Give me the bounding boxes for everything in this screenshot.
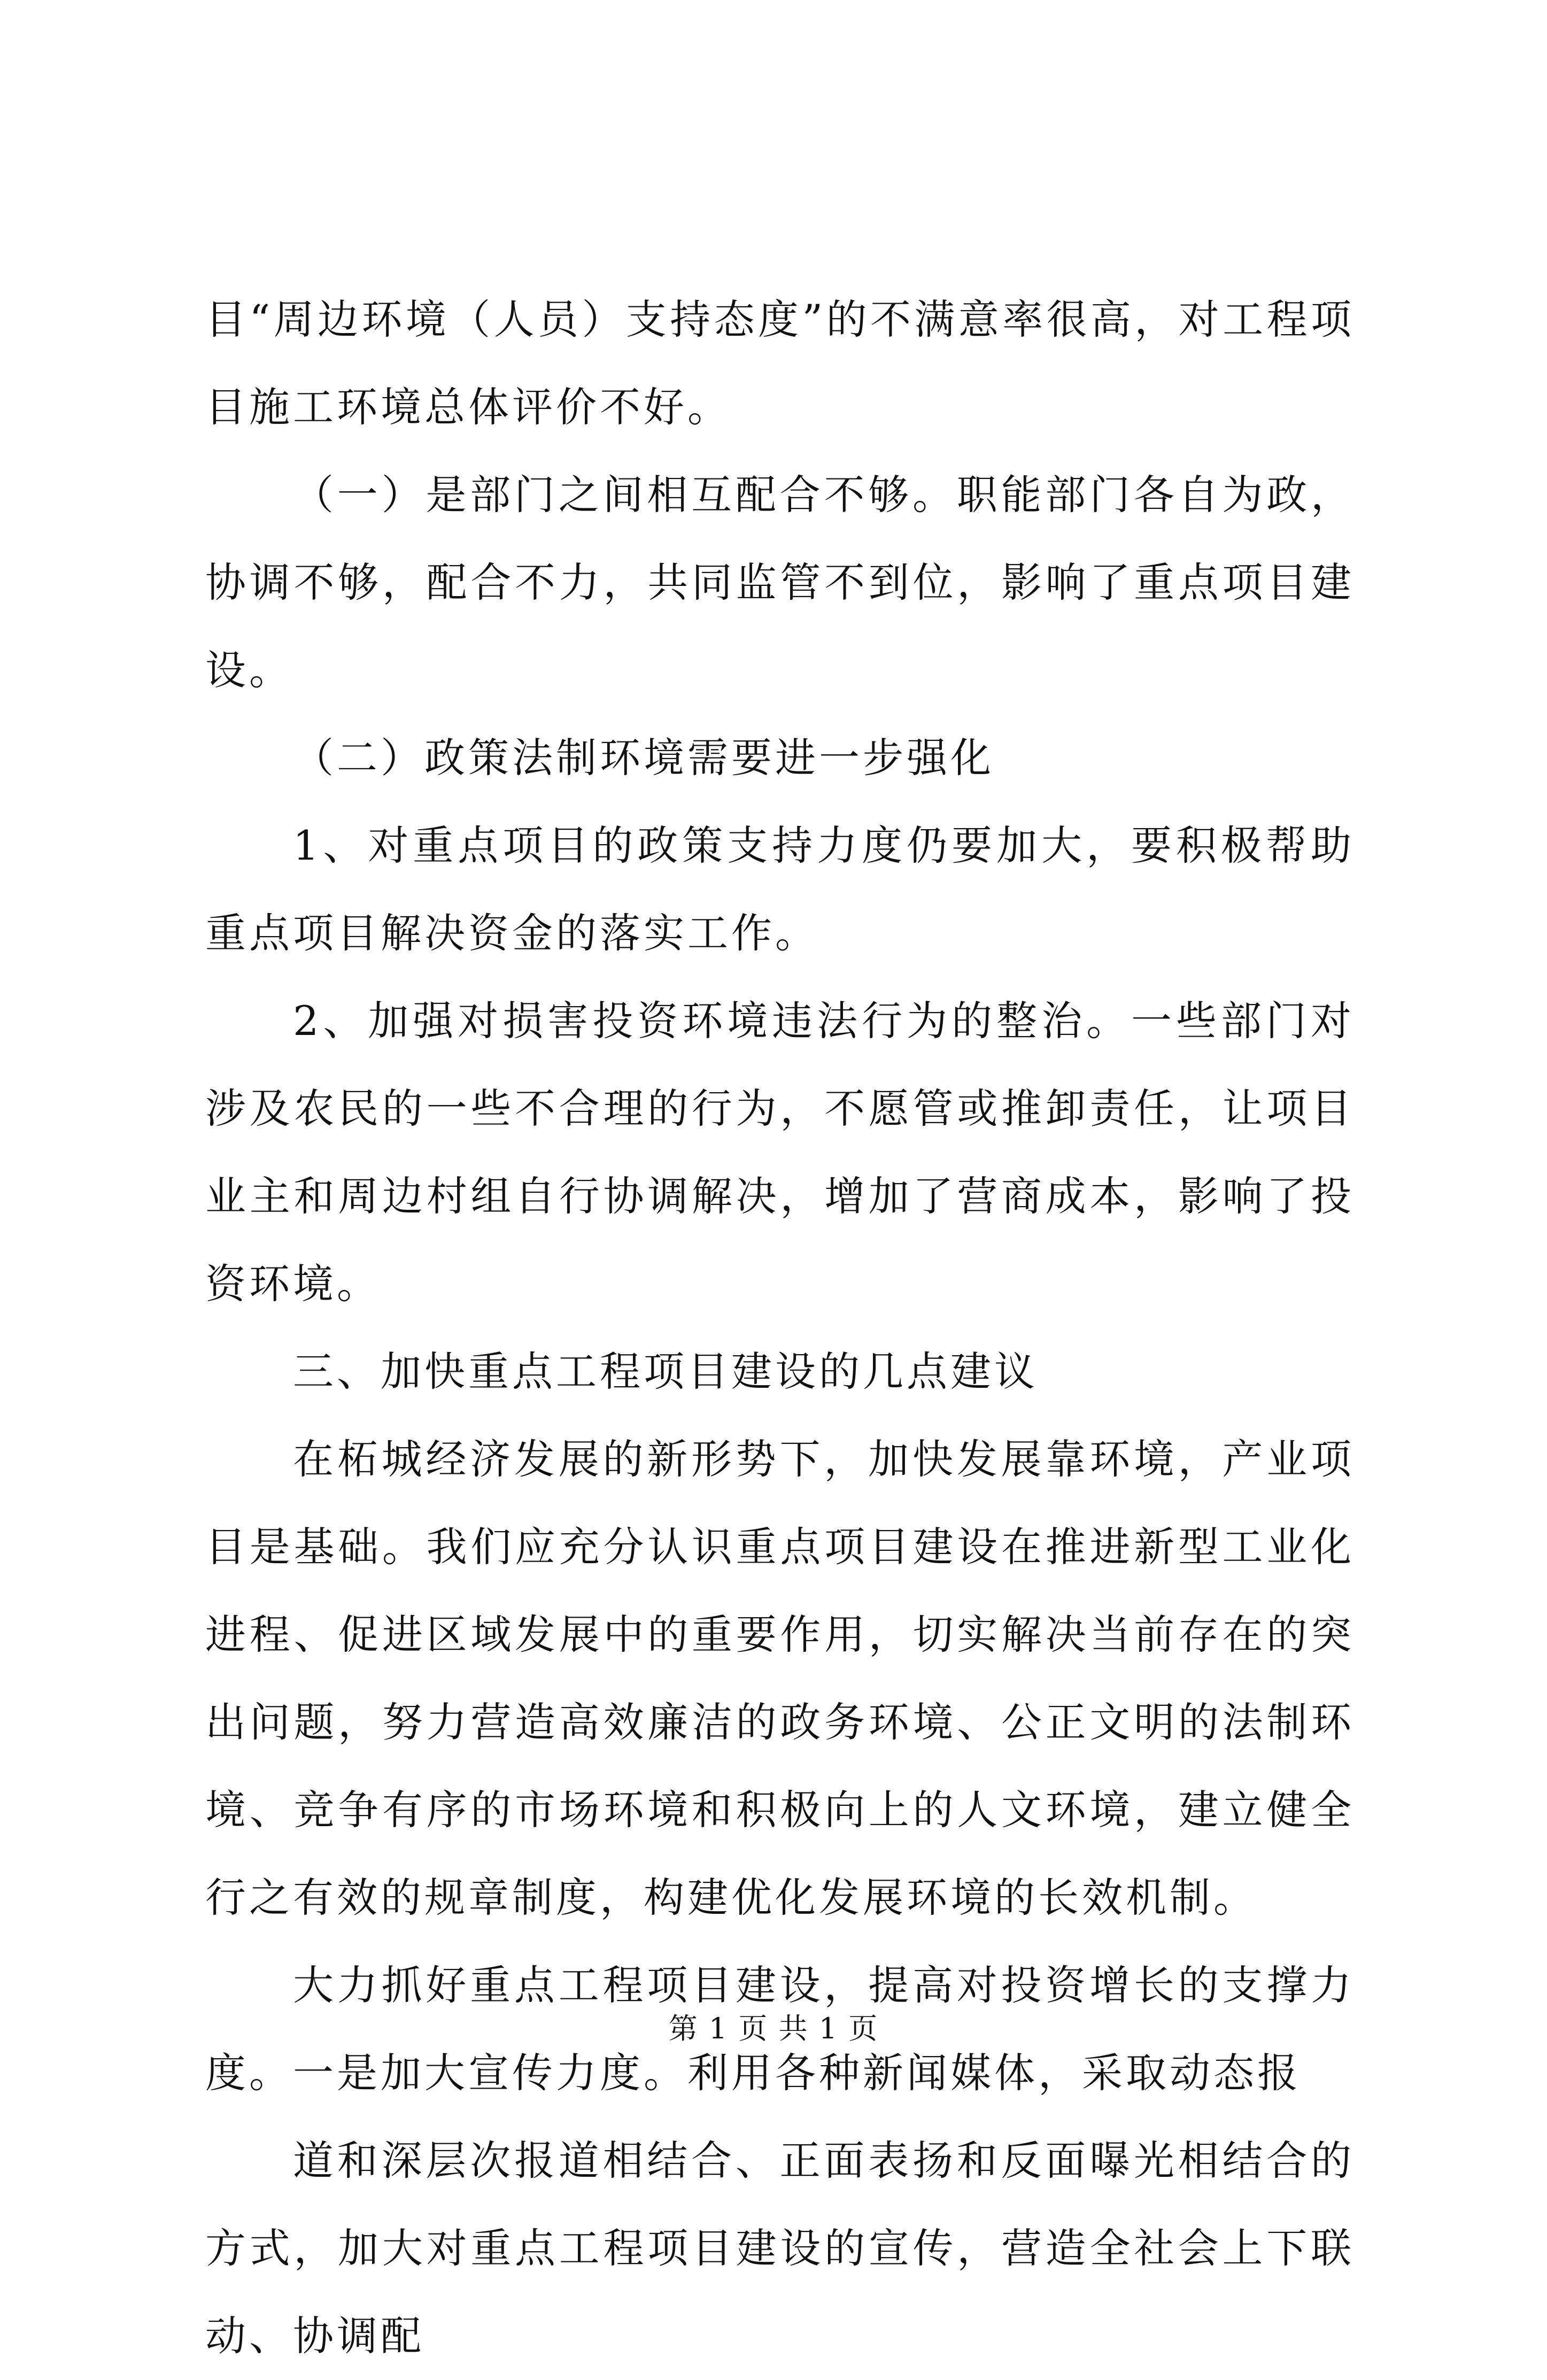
paragraph-9: 道和深层次报道相结合、正面表扬和反面曝光相结合的方式，加大对重点工程项目建设的宣传，营造全社会上下联动、协调配 (205, 2137, 1355, 2360)
paragraph-3: （二）政策法制环境需要进一步强化 (293, 734, 994, 782)
paragraph-1: 目“周边环境（人员）支持态度”的不满意率很高，对工程项目施工环境总体评价不好。 (205, 296, 1355, 431)
paragraph-2: （一）是部门之间相互配合不够。职能部门各自为政，协调不够，配合不力，共同监管不到位，影响了重点项目建设。 (205, 471, 1355, 694)
paragraph-6: 三、加快重点工程项目建设的几点建议 (293, 1348, 1038, 1395)
paragraph-4: 1、对重点项目的政策支持力度仍要加大，要积极帮助重点项目解决资金的落实工作。 (205, 822, 1355, 957)
paragraph-7: 在柘城经济发展的新形势下，加快发展靠环境，产业项目是基础。我们应充分认识重点项目建设在推进新型工业化进程、促进区域发展中的重要作用，切实解决当前存在的突出问题，努力营造高效廉洁的政务环境、公正文明的法制环境、竞争有序的市场环境和积极向上的人文环境，建立健全行之有效的规章制度，构建优化发展环境的长效机制。 (205, 1435, 1355, 1921)
paragraph-5: 2、加强对损害投资环境违法行为的整治。一些部门对涉及农民的一些不合理的行为，不愿管或推卸责任，让项目业主和周边村组自行协调解决，增加了营商成本，影响了投资环境。 (205, 997, 1355, 1308)
paragraph-8: 大力抓好重点工程项目建设，提高对投资增长的支撑力度。一是加大宣传力度。利用各种新闻媒体，采取动态报 (205, 1961, 1355, 2097)
document-body (205, 276, 1355, 2380)
page-footer: 第 1 页 共 1 页 (668, 2012, 879, 2045)
